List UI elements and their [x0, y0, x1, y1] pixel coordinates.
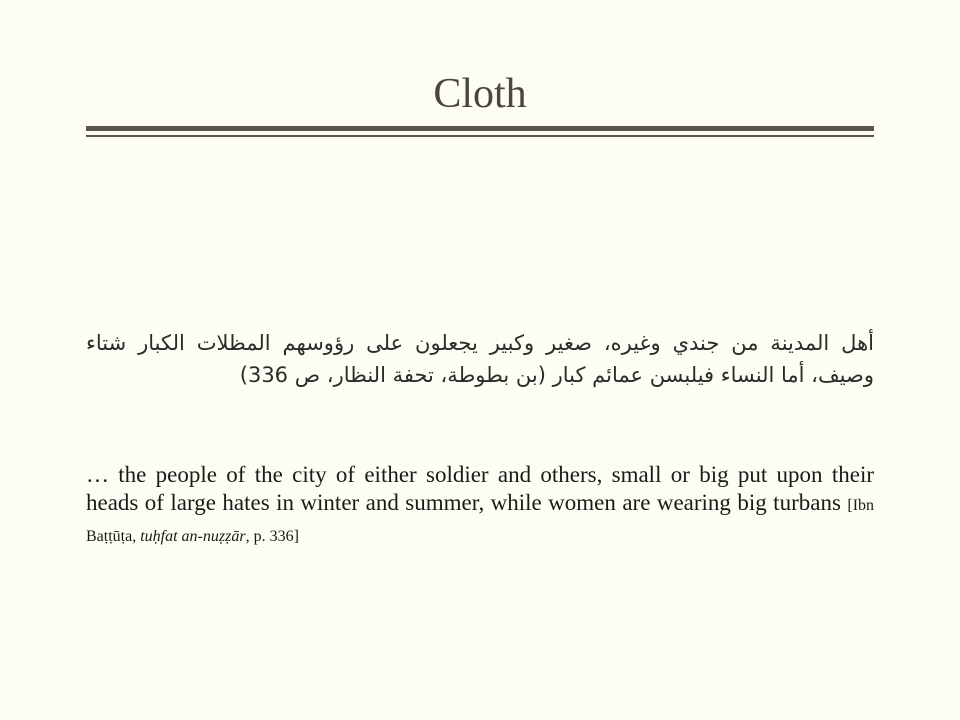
citation-title: tuḥfat an-nuẓẓār	[140, 528, 246, 545]
english-quote: … the people of the city of either soldier and others, small or big put upon their heads of large hates in winter and summer, while women are wearing big turbans	[86, 462, 874, 515]
slide-title: Cloth	[433, 71, 527, 117]
english-quote-paragraph	[86, 461, 874, 551]
citation-open: [Ibn Baṭṭūṭa,	[86, 497, 875, 545]
title-divider-thick	[86, 126, 874, 131]
arabic-quote: أهل المدينة من جندي وغيره، صغير وكبير يجعلون على رؤوسهم المظلات الكبار شتاء وصيف، أما النساء فيلبسن عمائم كبار (بن بطوطة، تحفة النظار، ص 336)	[86, 331, 874, 387]
title-divider-thin	[86, 135, 874, 137]
citation-close: , p. 336]	[245, 528, 299, 545]
